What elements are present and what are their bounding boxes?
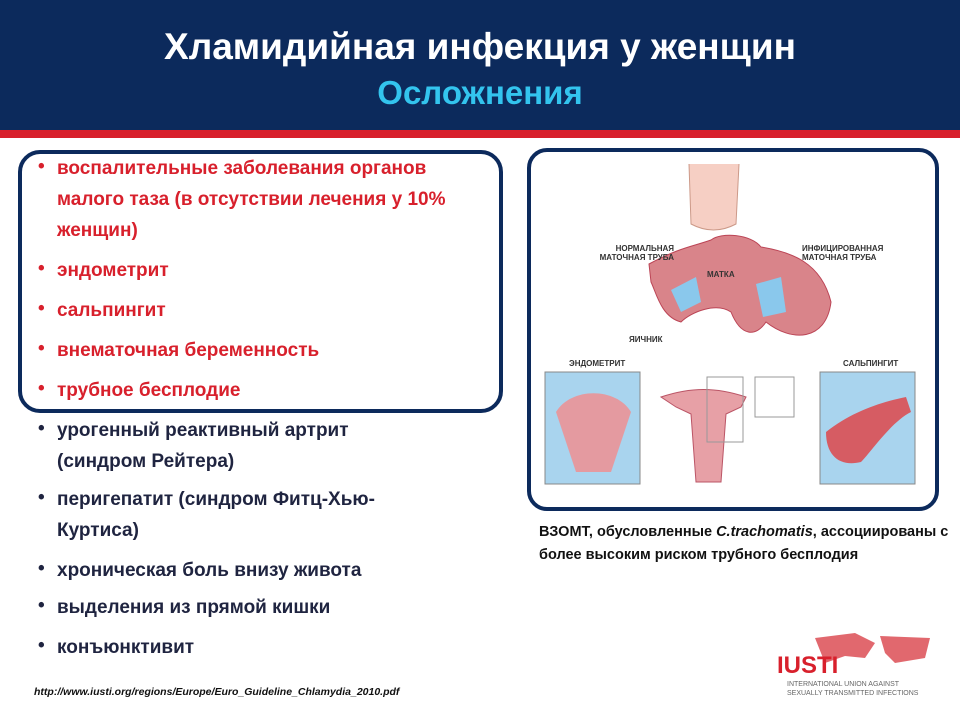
list-item [38, 484, 398, 546]
body-outline [689, 164, 739, 230]
list-item-text: конъюнктивит [57, 637, 195, 658]
list-item [38, 335, 319, 366]
slide-title: Хламидийная инфекция у женщин [164, 26, 796, 67]
list-item-text: выделения из прямой кишки [57, 597, 331, 618]
zoom-frame [755, 377, 794, 417]
logo-line: SEXUALLY TRANSMITTED INFECTIONS [787, 690, 919, 697]
bullet-icon: • [38, 156, 45, 177]
anatomy-figure [527, 148, 939, 511]
label-endometritis: ЭНДОМЕТРИТ [569, 359, 626, 368]
bullet-icon: • [38, 418, 45, 439]
logo-line: INTERNATIONAL UNION AGAINST [787, 681, 900, 688]
list-item [38, 415, 408, 477]
bullet-icon: • [38, 298, 45, 319]
bullet-icon: • [38, 487, 45, 508]
logo-name: IUSTI [777, 652, 839, 679]
source-link[interactable]: http://www.iusti.org/regions/Europe/Euro_Guideline_Chlamydia_2010.pdf [34, 686, 400, 698]
logo-subtitle [787, 680, 918, 698]
anatomy-illustration [531, 152, 935, 507]
list-item-text: урогенный реактивный артрит (синдром Рейтера) [57, 420, 349, 472]
list-item-text: эндометрит [57, 260, 169, 281]
caption-text: ВЗОМТ, обусловленные [539, 524, 717, 540]
list-item [38, 375, 240, 406]
caption-species: C.trachomatis [716, 524, 813, 540]
list-item [38, 555, 361, 586]
header-stripe [0, 130, 960, 138]
list-item [38, 592, 330, 623]
figure-caption [539, 521, 954, 567]
bullet-icon: • [38, 635, 45, 656]
list-item [38, 295, 166, 326]
bullet-icon: • [38, 338, 45, 359]
list-item [38, 153, 498, 246]
list-item [38, 255, 169, 286]
label-ovary: ЯИЧНИК [629, 335, 663, 344]
list-item-text: перигепатит (синдром Фитц-Хью-Куртиса) [57, 489, 375, 541]
label-salpingitis: САЛЬПИНГИТ [843, 359, 899, 368]
iusti-logo [765, 628, 945, 698]
bullet-icon: • [38, 595, 45, 616]
slide-subtitle: Осложнения [377, 74, 583, 111]
bullet-icon: • [38, 558, 45, 579]
header-banner [0, 0, 960, 130]
list-item-text: сальпингит [57, 300, 166, 321]
bullet-icon: • [38, 258, 45, 279]
label-infected-tube: ИНФИЦИРОВАННАЯ МАТОЧНАЯ ТРУБА [802, 244, 884, 262]
uterus-front-drawing [661, 390, 746, 483]
bullet-icon: • [38, 378, 45, 399]
list-item-text: воспалительные заболевания органов малого таза (в отсутствии лечения у 10% женщин) [57, 158, 446, 241]
caption-text: , ассоциированы с более высоким риском трубного бесплодия [539, 524, 949, 563]
list-item-text: трубное бесплодие [57, 380, 241, 401]
label-normal-tube: НОРМАЛЬНАЯ МАТОЧНАЯ ТРУБА [599, 244, 674, 262]
list-item-text: внематочная беременность [57, 340, 320, 361]
label-uterus: МАТКА [707, 270, 735, 279]
list-item [38, 632, 194, 663]
list-item-text: хроническая боль внизу живота [57, 560, 362, 581]
